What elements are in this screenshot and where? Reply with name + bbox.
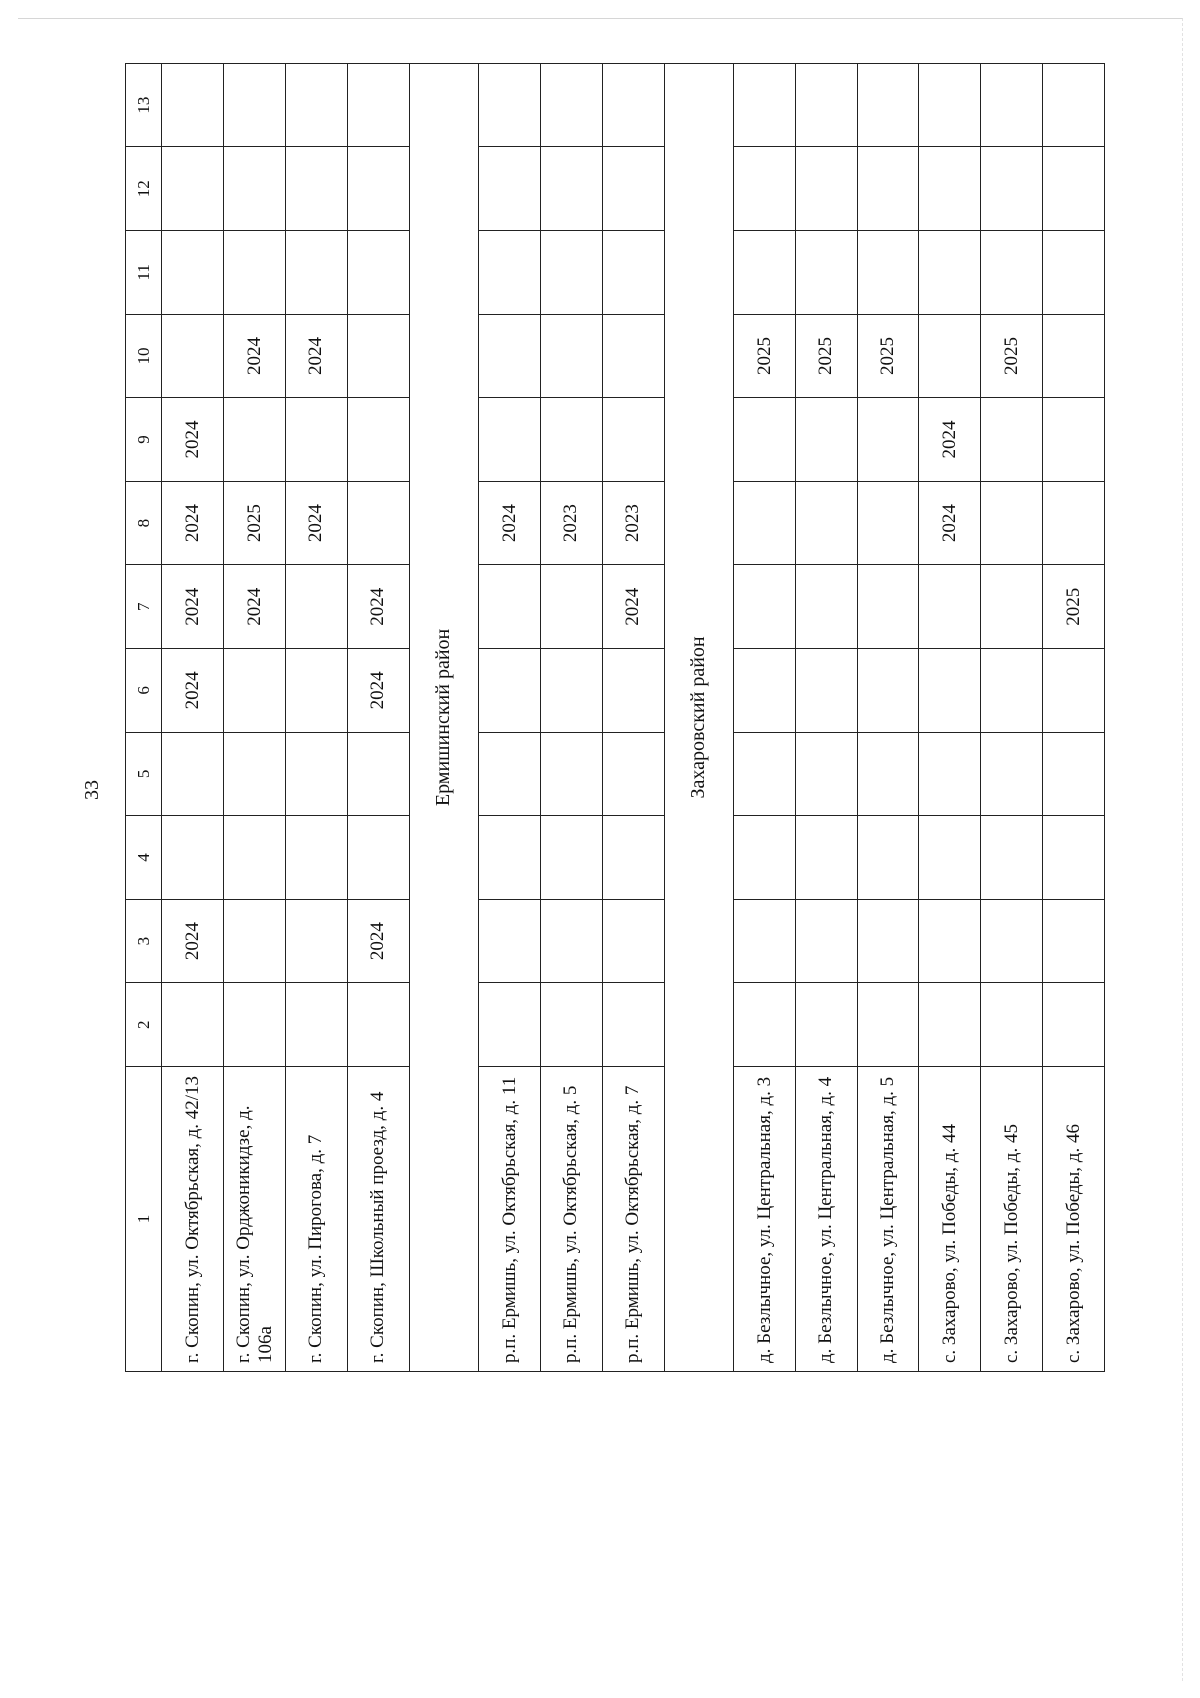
year-cell xyxy=(479,732,541,816)
table-row xyxy=(734,63,796,1371)
year-cell xyxy=(602,816,664,900)
year-cell xyxy=(919,565,981,649)
year-cell: 2024 xyxy=(162,398,224,482)
year-cell: 2024 xyxy=(347,649,409,733)
year-cell xyxy=(224,231,286,315)
year-cell xyxy=(479,565,541,649)
year-cell: 2024 xyxy=(919,398,981,482)
address-cell: д. Безлычное, ул. Центральная, д. 3 xyxy=(734,1067,796,1372)
year-cell xyxy=(479,147,541,231)
year-cell xyxy=(224,398,286,482)
year-cell xyxy=(981,147,1043,231)
year-cell: 2024 xyxy=(602,565,664,649)
year-cell xyxy=(981,899,1043,983)
year-cell xyxy=(734,231,796,315)
year-cell xyxy=(286,983,348,1067)
table-row xyxy=(981,63,1043,1371)
year-cell xyxy=(981,983,1043,1067)
year-cell xyxy=(857,732,919,816)
year-cell xyxy=(347,983,409,1067)
year-cell xyxy=(919,732,981,816)
year-cell xyxy=(602,983,664,1067)
year-cell xyxy=(286,732,348,816)
year-cell xyxy=(795,899,857,983)
year-cell: 2025 xyxy=(795,314,857,398)
year-cell xyxy=(734,732,796,816)
year-cell xyxy=(286,649,348,733)
table-row xyxy=(224,63,286,1371)
year-cell xyxy=(224,649,286,733)
region-title: Ермишинский район xyxy=(409,63,479,1371)
year-cell xyxy=(919,231,981,315)
housing-schedule-table xyxy=(125,63,1105,1372)
column-header: 13 xyxy=(126,63,162,147)
address-cell: г. Скопин, Школьный проезд, д. 4 xyxy=(347,1067,409,1372)
year-cell: 2023 xyxy=(602,481,664,565)
table-row xyxy=(162,63,224,1371)
year-cell xyxy=(981,63,1043,147)
year-cell xyxy=(479,314,541,398)
year-cell xyxy=(734,899,796,983)
year-cell xyxy=(919,983,981,1067)
year-cell xyxy=(224,63,286,147)
year-cell xyxy=(540,816,602,900)
year-cell xyxy=(795,565,857,649)
year-cell xyxy=(795,398,857,482)
year-cell xyxy=(857,231,919,315)
address-cell: г. Скопин, ул. Пирогова, д. 7 xyxy=(286,1067,348,1372)
table-row xyxy=(347,63,409,1371)
table-row xyxy=(479,63,541,1371)
column-header: 2 xyxy=(126,983,162,1067)
year-cell xyxy=(479,398,541,482)
year-cell: 2025 xyxy=(857,314,919,398)
year-cell xyxy=(347,816,409,900)
year-cell xyxy=(162,816,224,900)
year-cell xyxy=(224,899,286,983)
year-cell xyxy=(919,649,981,733)
year-cell xyxy=(857,899,919,983)
table-row xyxy=(919,63,981,1371)
year-cell xyxy=(795,147,857,231)
year-cell xyxy=(162,147,224,231)
column-header: 10 xyxy=(126,314,162,398)
year-cell xyxy=(479,63,541,147)
table-row xyxy=(795,63,857,1371)
table-container xyxy=(125,70,1105,1372)
year-cell xyxy=(1043,231,1105,315)
column-header: 11 xyxy=(126,231,162,315)
year-cell xyxy=(224,816,286,900)
year-cell xyxy=(734,398,796,482)
year-cell xyxy=(602,649,664,733)
table-row xyxy=(1043,63,1105,1371)
year-cell xyxy=(479,649,541,733)
year-cell: 2025 xyxy=(224,481,286,565)
year-cell: 2024 xyxy=(224,565,286,649)
column-header: 5 xyxy=(126,732,162,816)
year-cell xyxy=(602,398,664,482)
year-cell xyxy=(1043,314,1105,398)
year-cell xyxy=(795,481,857,565)
region-row xyxy=(409,63,479,1371)
year-cell xyxy=(347,314,409,398)
year-cell xyxy=(734,983,796,1067)
year-cell xyxy=(795,63,857,147)
table-row xyxy=(540,63,602,1371)
table-row xyxy=(857,63,919,1371)
year-cell xyxy=(602,231,664,315)
year-cell: 2024 xyxy=(479,481,541,565)
address-cell: г. Скопин, ул. Орджоникидзе, д. 106а xyxy=(224,1067,286,1372)
address-cell: р.п. Ермишь, ул. Октябрьская, д. 11 xyxy=(479,1067,541,1372)
year-cell: 2024 xyxy=(162,565,224,649)
year-cell xyxy=(602,314,664,398)
year-cell xyxy=(286,899,348,983)
year-cell xyxy=(540,314,602,398)
year-cell xyxy=(857,816,919,900)
year-cell xyxy=(857,481,919,565)
year-cell xyxy=(1043,147,1105,231)
year-cell xyxy=(1043,649,1105,733)
year-cell xyxy=(734,649,796,733)
address-cell: р.п. Ермишь, ул. Октябрьская, д. 7 xyxy=(602,1067,664,1372)
year-cell xyxy=(540,565,602,649)
year-cell xyxy=(479,231,541,315)
year-cell xyxy=(347,732,409,816)
year-cell xyxy=(602,732,664,816)
address-cell: с. Захарово, ул. Победы, д. 46 xyxy=(1043,1067,1105,1372)
year-cell xyxy=(919,899,981,983)
year-cell xyxy=(540,983,602,1067)
year-cell xyxy=(162,983,224,1067)
year-cell xyxy=(1043,816,1105,900)
year-cell xyxy=(286,398,348,482)
table-body xyxy=(126,63,1105,1371)
year-cell xyxy=(602,147,664,231)
column-header: 7 xyxy=(126,565,162,649)
year-cell xyxy=(540,899,602,983)
year-cell xyxy=(162,314,224,398)
year-cell xyxy=(734,565,796,649)
year-cell xyxy=(347,398,409,482)
year-cell: 2024 xyxy=(919,481,981,565)
year-cell xyxy=(857,983,919,1067)
address-cell: д. Безлычное, ул. Центральная, д. 4 xyxy=(795,1067,857,1372)
column-header: 1 xyxy=(126,1067,162,1372)
year-cell xyxy=(981,398,1043,482)
year-cell xyxy=(286,816,348,900)
page-number: 33 xyxy=(80,780,103,800)
year-cell: 2023 xyxy=(540,481,602,565)
year-cell xyxy=(857,63,919,147)
column-header: 3 xyxy=(126,899,162,983)
header-row xyxy=(126,63,162,1371)
year-cell xyxy=(224,732,286,816)
year-cell xyxy=(347,481,409,565)
year-cell xyxy=(479,816,541,900)
year-cell xyxy=(602,899,664,983)
year-cell xyxy=(540,398,602,482)
year-cell xyxy=(734,816,796,900)
year-cell xyxy=(162,732,224,816)
year-cell: 2024 xyxy=(347,565,409,649)
year-cell xyxy=(602,63,664,147)
year-cell: 2025 xyxy=(734,314,796,398)
year-cell: 2024 xyxy=(286,481,348,565)
year-cell xyxy=(224,983,286,1067)
region-title: Захаровский район xyxy=(664,63,734,1371)
year-cell xyxy=(540,231,602,315)
year-cell xyxy=(795,983,857,1067)
year-cell xyxy=(795,231,857,315)
table-row xyxy=(602,63,664,1371)
year-cell xyxy=(162,63,224,147)
year-cell xyxy=(347,63,409,147)
year-cell xyxy=(1043,983,1105,1067)
year-cell xyxy=(857,649,919,733)
column-header: 4 xyxy=(126,816,162,900)
year-cell: 2025 xyxy=(1043,565,1105,649)
year-cell xyxy=(1043,481,1105,565)
year-cell xyxy=(795,732,857,816)
year-cell: 2024 xyxy=(347,899,409,983)
year-cell xyxy=(1043,63,1105,147)
year-cell xyxy=(734,147,796,231)
year-cell xyxy=(540,649,602,733)
year-cell xyxy=(286,231,348,315)
year-cell xyxy=(1043,398,1105,482)
year-cell xyxy=(919,314,981,398)
address-cell: с. Захарово, ул. Победы, д. 44 xyxy=(919,1067,981,1372)
year-cell xyxy=(286,147,348,231)
year-cell xyxy=(286,565,348,649)
column-header: 12 xyxy=(126,147,162,231)
address-cell: с. Захарово, ул. Победы, д. 45 xyxy=(981,1067,1043,1372)
year-cell xyxy=(857,565,919,649)
year-cell xyxy=(540,147,602,231)
year-cell xyxy=(347,231,409,315)
year-cell xyxy=(981,481,1043,565)
year-cell xyxy=(1043,899,1105,983)
year-cell: 2024 xyxy=(162,899,224,983)
column-header: 6 xyxy=(126,649,162,733)
year-cell xyxy=(981,649,1043,733)
year-cell xyxy=(981,231,1043,315)
year-cell: 2024 xyxy=(162,649,224,733)
year-cell xyxy=(795,816,857,900)
year-cell: 2024 xyxy=(162,481,224,565)
year-cell xyxy=(857,398,919,482)
address-cell: р.п. Ермишь, ул. Октябрьская, д. 5 xyxy=(540,1067,602,1372)
column-header: 8 xyxy=(126,481,162,565)
year-cell xyxy=(734,63,796,147)
year-cell xyxy=(347,147,409,231)
table-row xyxy=(286,63,348,1371)
year-cell: 2024 xyxy=(286,314,348,398)
year-cell xyxy=(981,732,1043,816)
year-cell xyxy=(734,481,796,565)
year-cell xyxy=(479,983,541,1067)
year-cell xyxy=(981,565,1043,649)
region-row xyxy=(664,63,734,1371)
year-cell xyxy=(795,649,857,733)
year-cell xyxy=(981,816,1043,900)
year-cell: 2025 xyxy=(981,314,1043,398)
address-cell: г. Скопин, ул. Октябрьская, д. 42/13 xyxy=(162,1067,224,1372)
year-cell xyxy=(919,816,981,900)
year-cell xyxy=(540,63,602,147)
column-header: 9 xyxy=(126,398,162,482)
year-cell xyxy=(919,147,981,231)
year-cell xyxy=(1043,732,1105,816)
year-cell xyxy=(479,899,541,983)
year-cell: 2024 xyxy=(224,314,286,398)
year-cell xyxy=(162,231,224,315)
year-cell xyxy=(540,732,602,816)
year-cell xyxy=(224,147,286,231)
year-cell xyxy=(286,63,348,147)
year-cell xyxy=(919,63,981,147)
address-cell: д. Безлычное, ул. Центральная, д. 5 xyxy=(857,1067,919,1372)
year-cell xyxy=(857,147,919,231)
